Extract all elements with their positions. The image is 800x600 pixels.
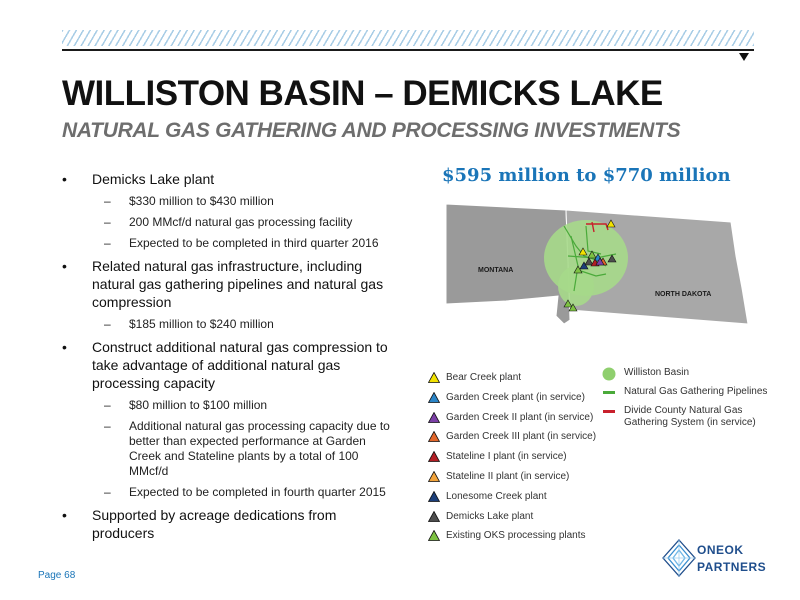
sub-bullet-dash: –	[104, 398, 111, 412]
sub-bullet-text: $330 million to $430 million	[129, 194, 274, 208]
triangle-legend-icon	[428, 431, 440, 446]
header-triangle-marker	[739, 53, 749, 61]
sub-bullet-list	[92, 398, 392, 500]
sub-bullet-item	[92, 215, 392, 230]
slide-title: WILLISTON BASIN – DEMICKS LAKE	[62, 74, 663, 113]
bullet-dot: •	[62, 339, 67, 355]
bullet-text: Demicks Lake plant	[92, 171, 215, 187]
sub-bullet-list	[92, 194, 392, 251]
bullet-dot: •	[62, 171, 67, 187]
triangle-legend-icon	[428, 511, 440, 526]
sub-bullet-item	[92, 194, 392, 209]
sub-bullet-item	[92, 419, 392, 479]
bullet-item	[62, 506, 392, 542]
plant-legend	[428, 372, 596, 550]
legend-label: Existing OKS processing plants	[446, 530, 586, 542]
triangle-legend-icon	[428, 412, 440, 427]
sub-bullet-list	[92, 317, 392, 332]
bullet-list	[62, 170, 392, 546]
sub-bullet-dash: –	[104, 317, 111, 331]
williston-basin-map	[446, 196, 748, 342]
bullet-text: Supported by acreage dedications from producers	[92, 507, 337, 541]
header-rule	[62, 49, 754, 51]
legend-label: Divide County Natural Gas Gathering System (in service)	[624, 405, 756, 428]
legend-item	[428, 372, 596, 392]
triangle-legend-icon	[428, 530, 440, 545]
sub-bullet-text: Additional natural gas processing capacity due to better than expected performance at Garden Creek and Stateline plants by a total of 100 MMcf/d	[129, 419, 390, 478]
legend-item	[428, 471, 596, 491]
page-number: Page 68	[38, 570, 76, 581]
oneok-diamond-icon	[663, 540, 695, 576]
sub-bullet-item	[92, 485, 392, 500]
triangle-legend-icon	[428, 372, 440, 387]
sub-bullet-text: 200 MMcf/d natural gas processing facility	[129, 215, 353, 229]
bullet-text: Related natural gas infrastructure, including natural gas gathering pipelines and natural gas compression	[92, 258, 384, 310]
legend-item	[602, 386, 777, 405]
circle-legend-icon	[602, 367, 616, 385]
sub-bullet-item	[92, 236, 392, 251]
legend-item	[428, 392, 596, 412]
legend-item	[428, 530, 596, 550]
north-dakota-label: NORTH DAKOTA	[655, 291, 712, 298]
bullet-dot: •	[62, 258, 67, 274]
legend-item	[428, 412, 596, 432]
legend-item	[428, 511, 596, 531]
sub-bullet-dash: –	[104, 485, 111, 499]
sub-bullet-text: Expected to be completed in fourth quarter 2015	[129, 485, 386, 499]
montana-label: MONTANA	[478, 267, 514, 274]
investment-range: $595 million to $770 million	[442, 165, 731, 186]
line-legend-icon	[602, 405, 616, 421]
triangle-legend-icon	[428, 471, 440, 486]
legend-label: Natural Gas Gathering Pipelines	[624, 386, 768, 397]
legend-label: Lonesome Creek plant	[446, 490, 547, 502]
legend-item	[602, 405, 777, 429]
legend-label: Stateline II plant (in service)	[446, 470, 570, 482]
header-hatch-band	[62, 30, 754, 46]
map-feature-legend	[602, 367, 777, 429]
slide-subtitle: NATURAL GAS GATHERING AND PROCESSING INVESTMENTS	[62, 119, 681, 142]
legend-item	[428, 491, 596, 511]
logo-text-partners: PARTNERS	[697, 560, 767, 574]
legend-label: Garden Creek plant (in service)	[446, 391, 585, 403]
triangle-legend-icon	[428, 392, 440, 407]
bullet-text: Construct additional natural gas compression to take advantage of additional natural gas processing capacity	[92, 339, 388, 391]
logo-text-oneok: ONEOK	[697, 543, 744, 557]
triangle-legend-icon	[428, 491, 440, 506]
sub-bullet-item	[92, 398, 392, 413]
line-legend-icon	[602, 386, 616, 402]
legend-item	[428, 431, 596, 451]
sub-bullet-dash: –	[104, 236, 111, 250]
bullet-item	[62, 170, 392, 251]
sub-bullet-dash: –	[104, 215, 111, 229]
legend-label: Garden Creek III plant (in service)	[446, 431, 597, 443]
sub-bullet-text: Expected to be completed in third quarter 2016	[129, 236, 379, 250]
legend-item	[428, 451, 596, 471]
sub-bullet-text: $80 million to $100 million	[129, 398, 268, 412]
triangle-legend-icon	[428, 451, 440, 466]
legend-label: Williston Basin	[624, 367, 690, 378]
sub-bullet-item	[92, 317, 392, 332]
legend-label: Bear Creek plant	[446, 372, 522, 383]
legend-label: Garden Creek II plant (in service)	[446, 411, 594, 423]
bullet-item	[62, 257, 392, 332]
bullet-item	[62, 338, 392, 500]
sub-bullet-text: $185 million to $240 million	[129, 317, 274, 331]
sub-bullet-dash: –	[104, 419, 111, 433]
bullet-dot: •	[62, 507, 67, 523]
sub-bullet-dash: –	[104, 194, 111, 208]
legend-label: Demicks Lake plant	[446, 510, 534, 522]
legend-item	[602, 367, 777, 386]
legend-label: Stateline I plant (in service)	[446, 451, 567, 463]
